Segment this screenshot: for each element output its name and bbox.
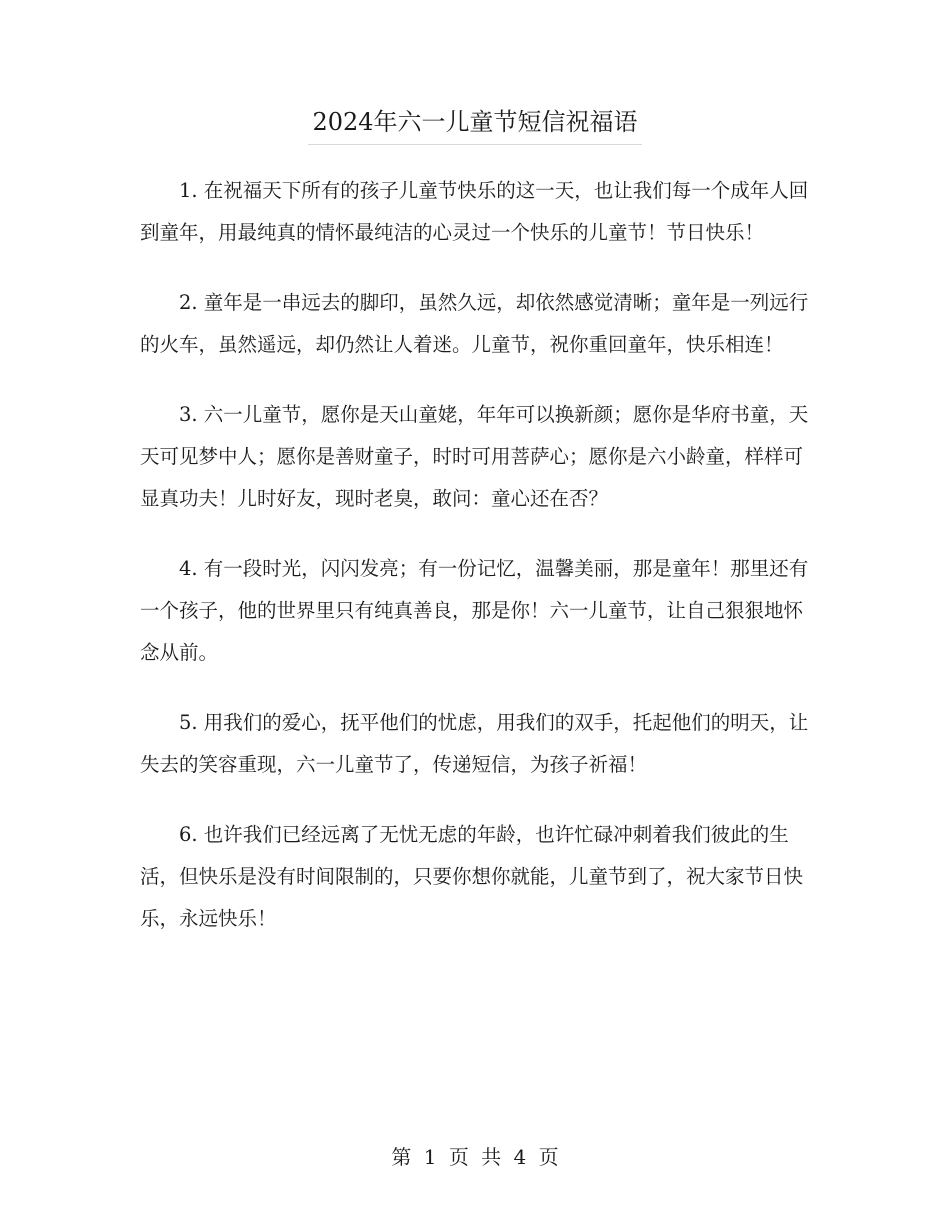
paragraph-4: 4. 有一段时光，闪闪发亮；有一份记忆，温馨美丽，那是童年！那里还有一个孩子，他的世界里只有纯真善良，那是你！六一儿童节，让自己狠狠地怀念从前。 (140, 557, 809, 664)
paragraph-1: 1. 在祝福天下所有的孩子儿童节快乐的这一天，也让我们每一个成年人回到童年，用最纯真的情怀最纯洁的心灵过一个快乐的儿童节！节日快乐！ (140, 179, 809, 244)
paragraph-2: 2. 童年是一串远去的脚印，虽然久远，却依然感觉清晰；童年是一列远行的火车，虽然遥远，却仍然让人着迷。儿童节，祝你重回童年，快乐相连！ (140, 291, 809, 356)
document-title-container (0, 104, 950, 145)
paragraph-6: 6. 也许我们已经远离了无忧无虑的年龄，也许忙碌冲刺着我们彼此的生活，但快乐是没有时间限制的，只要你想你就能，儿童节到了，祝大家节日快乐，永远快乐！ (140, 823, 804, 930)
document-title: 2024年六一儿童节短信祝福语 (308, 104, 641, 145)
page-number-footer: 第 1 页 共 4 页 (391, 1145, 559, 1169)
document-body (140, 170, 810, 968)
paragraph-3: 3. 六一儿童节，愿你是天山童姥，年年可以换新颜；愿你是华府书童，天天可见梦中人；愿你是善财童子，时时可用菩萨心；愿你是六小龄童，样样可显真功夫！儿时好友，现时老臭，敢问：童心还在否？ (140, 403, 809, 510)
paragraph-5: 5. 用我们的爱心，抚平他们的忧虑，用我们的双手，托起他们的明天，让失去的笑容重现，六一儿童节了，传递短信，为孩子祈福！ (140, 711, 809, 776)
